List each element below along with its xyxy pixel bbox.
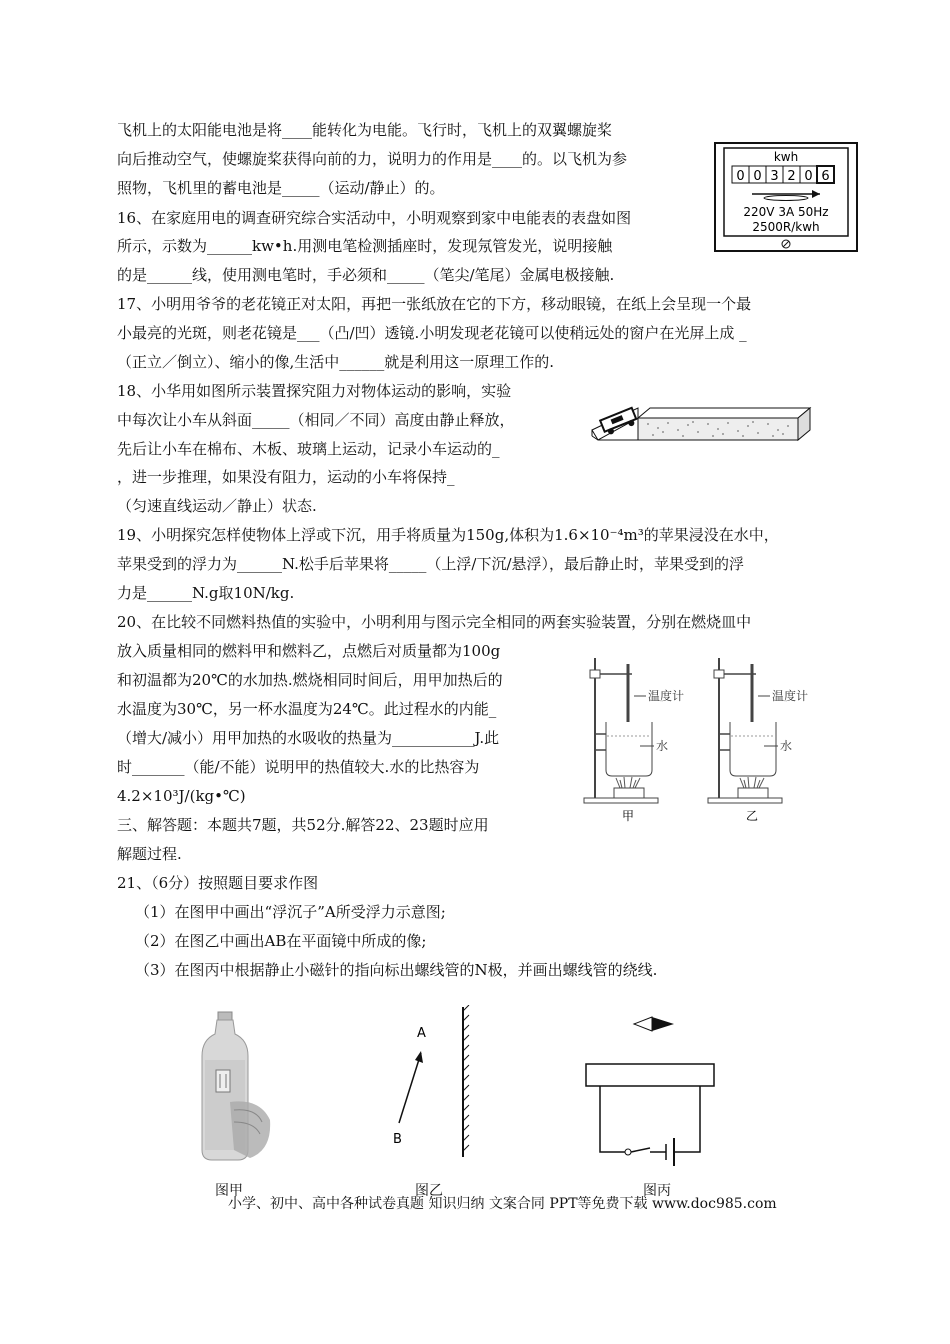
text-line: 苹果受到的浮力为______N.松手后苹果将_____（上浮/下沉/悬浮），最后静止时，苹果受到的浮 (117, 555, 745, 573)
battery-icon (666, 1138, 680, 1166)
electric-meter-figure (712, 140, 860, 258)
meter-digit: 0 (753, 169, 762, 184)
meter-spec-line1: 220V 3A 50Hz (743, 205, 829, 219)
point-A-label: A (417, 1026, 426, 1041)
question-16: 16、在家庭用电的调查研究综合实活动中，小明观察到家中电能表的表盘如图 (117, 209, 632, 227)
text-line: 时_______（能/不能）说明甲的热值较大.水的比热容为 (117, 758, 480, 776)
text-line: 所示，示数为______kw•h.用测电笔检测插座时，发现氖管发光，说明接触 (117, 237, 613, 255)
section-heading: 三、解答题：本题共7题，共52分.解答22、23题时应用 (117, 816, 489, 834)
point-B-label: B (393, 1132, 402, 1147)
ramp-cart-figure (588, 400, 814, 456)
flame-icon (616, 777, 640, 788)
footer-note: 小学、初中、高中各种试卷真题 知识归纳 文案合同 PPT等免费下载 www.doc985.com (228, 1196, 777, 1212)
text-line: （正立／倒立）、缩小的像,生活中______就是利用这一原理工作的. (117, 353, 555, 371)
water-label: 水 (656, 739, 669, 753)
text-line: ，进一步推理，如果没有阻力，运动的小车将保持_ (117, 468, 455, 486)
meter-digit: 6 (821, 169, 830, 184)
figure-caption-a: 图甲 (215, 1183, 243, 1199)
meter-unit: kwh (773, 150, 799, 164)
question-18: 18、小华用如图所示装置探究阻力对物体运动的影响，实验 (117, 382, 512, 400)
text-line: 先后让小车在棉布、木板、玻璃上运动，记录小车运动的_ (117, 440, 500, 458)
toy-cart-icon (600, 408, 638, 436)
text-line: 水温度为30℃，另一杯水温度为24℃。此过程水的内能_ (117, 700, 497, 718)
text-line: 的是______线，使用测电笔时，手必须和_____（笔尖/笔尾）金属电极接触. (117, 266, 615, 284)
meter-spec-line2: 2500R/kwh (752, 220, 820, 234)
question-19: 19、小明探究怎样使物体上浮或下沉，用手将质量为150g,体积为1.6×10⁻⁴m³的苹果浸没在水中， (117, 526, 779, 544)
mirror-figure (385, 1005, 475, 1165)
solenoid-circuit-figure (578, 1012, 728, 1172)
text-line: 向后推动空气，使螺旋桨获得向前的力，说明力的作用是____的。以飞机为参 (117, 150, 628, 168)
object-arrow-AB (399, 1053, 421, 1123)
text-line: 放入质量相同的燃料甲和燃料乙，点燃后对质量都为100g (117, 642, 501, 660)
solenoid-core (586, 1064, 714, 1086)
question-21: 21、（6分）按照题目要求作图 (117, 874, 319, 892)
text-line: （2）在图乙中画出AB在平面镜中所成的像; (135, 932, 427, 950)
text-line: 和初温都为20℃的水加热.燃烧相同时间后，用甲加热后的 (117, 671, 503, 689)
text-line: （1）在图甲中画出“浮沉子”A所受浮力示意图; (135, 903, 446, 921)
meter-digit: 0 (736, 169, 745, 184)
apparatus-caption-left: 甲 (621, 809, 635, 823)
meter-digit: 3 (770, 169, 779, 184)
meter-digit: 0 (804, 169, 813, 184)
text-line: （增大/减小）用甲加热的水吸收的热量为___________J.此 (117, 729, 500, 747)
flame-icon (740, 777, 764, 788)
text-line: （3）在图丙中根据静止小磁针的指向标出螺线管的N极，并画出螺线管的绕线. (135, 961, 658, 979)
text-line: 解题过程. (117, 845, 182, 863)
text-line: 中每次让小车从斜面_____（相同／不同）高度由静止释放， (117, 411, 515, 429)
bottle-figure (190, 1010, 280, 1170)
text-line: 力是______N.g取10N/kg. (117, 584, 295, 602)
text-line: 4.2×10³J/(kg•℃) (117, 787, 246, 805)
compass-needle-icon (634, 1017, 674, 1031)
meter-digit: 2 (787, 169, 796, 184)
text-line: （匀速直线运动／静止）状态. (117, 497, 317, 515)
text-line: 飞机上的太阳能电池是将____能转化为电能。飞行时，飞机上的双翼螺旋桨 (117, 121, 613, 139)
heating-apparatus-figure (580, 652, 850, 824)
text-line: 照物，飞机里的蓄电池是_____（运动/静止）的。 (117, 179, 445, 197)
question-17: 17、小明用爷爷的老花镜正对太阳，再把一张纸放在它的下方，移动眼镜，在纸上会呈现一个最 (117, 295, 752, 313)
figure-caption-c: 图丙 (643, 1183, 671, 1199)
apparatus-set-right (708, 658, 782, 803)
figure-caption-b: 图乙 (415, 1183, 443, 1199)
apparatus-set-left (584, 658, 658, 803)
thermometer-label: 温度计 (772, 689, 809, 703)
question-20: 20、在比较不同燃料热值的实验中，小明利用与图示完全相同的两套实验装置，分别在燃烧皿中 (117, 613, 752, 631)
water-label: 水 (780, 739, 793, 753)
text-line: 小最亮的光斑，则老花镜是___（凸/凹）透镜.小明发现老花镜可以使稍远处的窗户在光屏上成 _ (117, 324, 747, 342)
switch-icon (625, 1148, 666, 1155)
apparatus-caption-right: 乙 (745, 809, 759, 823)
thermometer-label: 温度计 (648, 689, 685, 703)
